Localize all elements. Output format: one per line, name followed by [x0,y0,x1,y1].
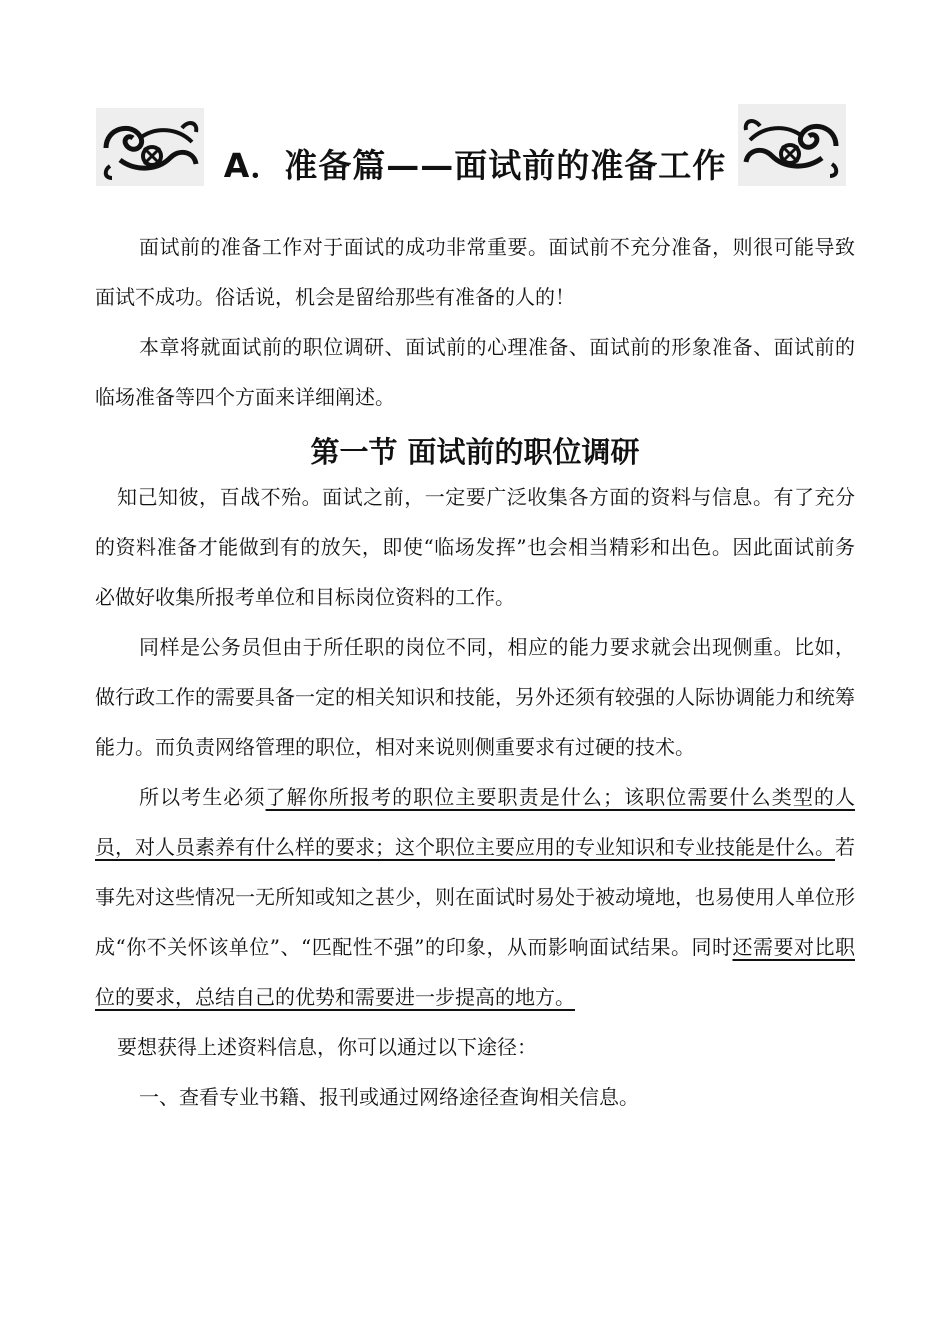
intro-bold-text-a: 面试前的准备工作对于面试的成功非常重要。面试前不充分准备，则很可能 [139,235,815,259]
paragraph-3-middle: 若事先对这些情况一无所知或知之甚少，则在面试时易处于被动境地，也易使用人单位形成“你不关怀该单位”、“匹配性不强”的印象，从而影响面试结果。同时 [95,835,855,959]
chapter-title: A．准备篇——面试前的准备工作 [223,146,727,185]
intro-section [95,222,855,422]
intro-paragraph-2: 本章将就面试前的职位调研、面试前的心理准备、面试前的形象准备、面试前的临场准备等四个方面来详细阐述。 [95,335,855,409]
section-paragraph-5: 一、查看专业书籍、报刊或通过网络途径查询相关信息。 [139,1085,639,1109]
intro-plain-text-b: 俗话说，机会是留给那些有准备的人的！ [215,285,575,309]
section-paragraph-1: 知己知彼，百战不殆。面试之前，一定要广泛收集各方面的资料与信息。有了充分的资料准备才能做到有的放矢，即使“临场发挥”也会相当精彩和出色。因此面试前务必做好收集所报考单位和目标岗位资料的工作。 [95,485,855,609]
paragraph-3-lead: 所以考生必须 [139,785,266,809]
section-paragraph-2: 同样是公务员但由于所任职的岗位不同，相应的能力要求就会出现侧重。比如，做行政工作的需要具备一定的相关知识和技能，另外还须有较强的人际协调能力和统筹能力。而负责网络管理的职位，相对来说则侧重要求有过硬的技术。 [95,635,855,759]
section-paragraph-4: 要想获得上述资料信息，你可以通过以下途径： [117,1035,537,1059]
section-title: 第一节 面试前的职位调研 [310,435,640,469]
intro-bold-text-b: 面试不成功。 [95,285,215,309]
section-1 [95,422,855,1122]
intro-plain-text-a: 导致 [814,235,856,259]
section-paragraph-3 [95,772,855,1022]
intro-paragraph-1 [95,222,855,322]
underlined-self-comparison: 还需要对比职位的要求，总结自己的优势和需要进一步提高的地方。 [95,935,855,1009]
underlined-job-duties: 了解你所报考的职位主要职责是什么；该职位需要什么类型的人员，对人员素养有什么样的要求；这个职位主要应用的专业知识和专业技能是什么。 [95,785,856,859]
